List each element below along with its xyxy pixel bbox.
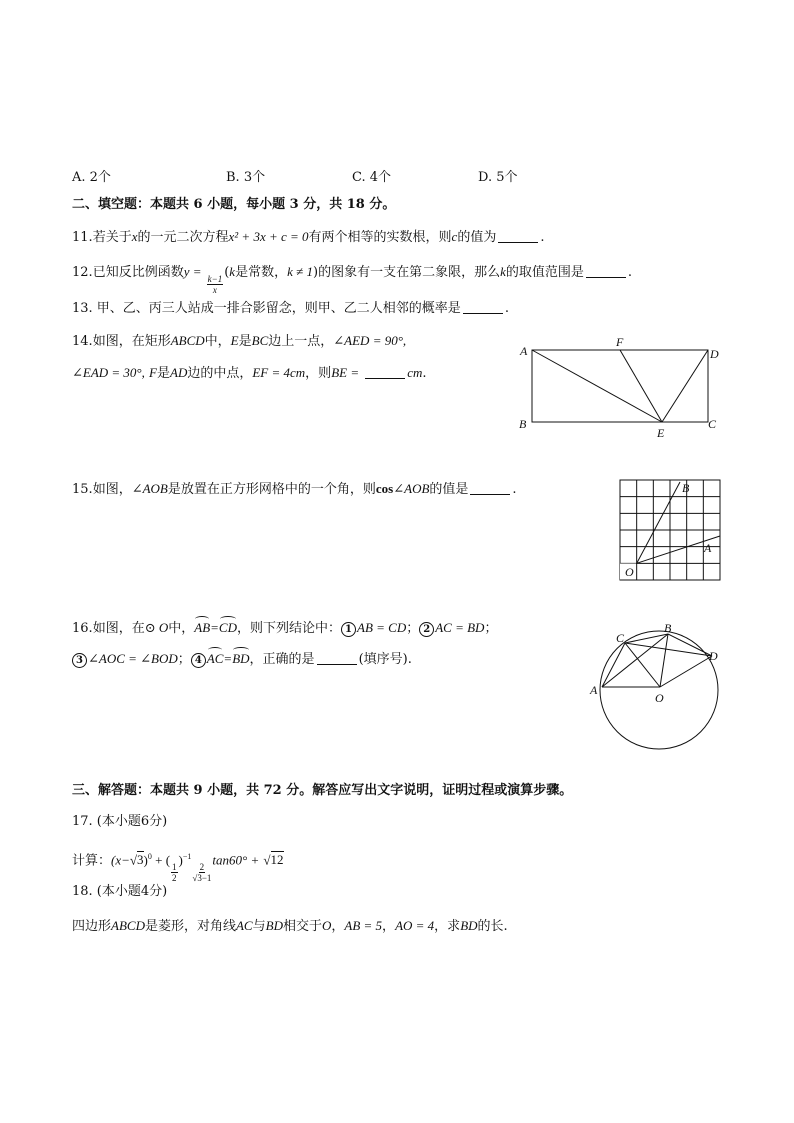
arc-cd: CD <box>218 620 237 635</box>
option-b: B. 3个 <box>226 170 266 185</box>
q14-rectangle-figure <box>512 336 732 440</box>
q14-answer-blank[interactable] <box>365 366 405 379</box>
segment-ab <box>602 634 668 687</box>
label-a: A <box>590 683 598 697</box>
frac-one-half: $\frac{1}{2}$ <box>172 862 177 884</box>
q16-answer-blank[interactable] <box>317 652 357 665</box>
question-15: 15.如图，∠AOB是放置在正方形网格中的一个角，则cos∠AOB的值是 . <box>72 481 517 497</box>
option-c: C. 4个 <box>352 170 392 185</box>
rect-abcd <box>532 350 708 422</box>
question-16-line2: 3 ∠AOC = ∠BOD； 4 AC=BD，正确的是 (填序号). <box>72 650 412 669</box>
q11-answer-blank[interactable] <box>498 230 538 243</box>
label-c: C <box>708 417 717 431</box>
q17-title: 17. (本小题6分) <box>72 814 168 829</box>
question-14-line1: 14.如图，在矩形ABCD中，E是BC边上一点，∠AED = 90°, <box>72 333 407 349</box>
circle-o <box>600 631 718 749</box>
arc-ab: AB <box>194 620 211 635</box>
label-o: O <box>625 565 634 579</box>
q13-answer-blank[interactable] <box>463 301 503 314</box>
label-d: D <box>709 649 718 663</box>
frac-two-over-root: $\frac{2}{√3-1}$ <box>192 862 212 884</box>
segment-fe <box>620 350 662 422</box>
q17-expression: 计算：$(x-√3)^0$ + ( $\frac{1}{2}$ )$^{-1}$ $\frac{2}{√3-1}$ tan60° + √12 <box>72 852 284 884</box>
segment-cb <box>625 634 668 643</box>
q12-answer-blank[interactable] <box>586 265 626 278</box>
section2-title: 二、填空题：本题共 6 小题，每小题 3 分，共 18 分。 <box>72 197 396 212</box>
q15-grid-figure <box>616 476 726 584</box>
q16-circle-figure <box>584 620 724 760</box>
circled-4: 4 <box>191 653 206 668</box>
segment-bo <box>660 634 668 687</box>
segment-od <box>660 656 712 687</box>
section3-title: 三、解答题：本题共 9 小题，共 72 分。解答应写出文字说明，证明过程或演算步骤。 <box>72 783 573 798</box>
label-a: A <box>520 344 528 358</box>
circled-1: 1 <box>341 622 356 637</box>
label-e: E <box>657 426 665 440</box>
circled-2: 2 <box>419 622 434 637</box>
q15-answer-blank[interactable] <box>470 482 510 495</box>
arc-bd: BD <box>232 651 250 666</box>
label-o: O <box>655 691 664 705</box>
label-d: D <box>710 347 719 361</box>
circled-3: 3 <box>72 653 87 668</box>
label-b: B <box>664 621 672 635</box>
question-14-line2: ∠EAD = 30°, F是AD边的中点，EF = 4cm，则BE = cm. <box>72 365 427 381</box>
question-11: 11.若关于x的一元二次方程x² + 3x + c = 0有两个相等的实数根，则c的值为 . <box>72 229 545 245</box>
q12-fraction: $\frac{k-1}{x}$ <box>207 274 223 295</box>
option-a: A. 2个 <box>72 170 111 185</box>
q11-equation: x² + 3x + c = 0 <box>228 229 309 244</box>
segment-ae <box>532 350 662 422</box>
label-b: B <box>519 417 527 431</box>
arc-ac: AC <box>206 651 224 666</box>
segment-co <box>625 643 660 687</box>
q18-title: 18. (本小题4分) <box>72 884 168 899</box>
label-c: C <box>616 631 625 645</box>
option-d: D. 5个 <box>478 170 518 185</box>
label-f: F <box>616 336 624 349</box>
question-16-line1: 16.如图，在⊙ O中，AB=CD，则下列结论中： 1 AB = CD； 2 AC = BD； <box>72 620 498 636</box>
segment-de <box>662 350 708 422</box>
question-12: 12.已知反比例函数y = $\frac{k-1}{x}$ (k是常数，k ≠ 1)的图象有一支在第二象限，那么k的取值范围是 . <box>72 264 633 295</box>
label-b: B <box>682 481 690 495</box>
q18-text: 四边形ABCD是菱形，对角线AC与BD相交于O，AB = 5，AO = 4，求BD的长. <box>72 918 508 934</box>
question-13: 13. 甲、乙、丙三人站成一排合影留念，则甲、乙二人相邻的概率是 . <box>72 301 509 316</box>
q11-number: 11. <box>72 230 93 245</box>
label-a: A <box>704 541 712 555</box>
